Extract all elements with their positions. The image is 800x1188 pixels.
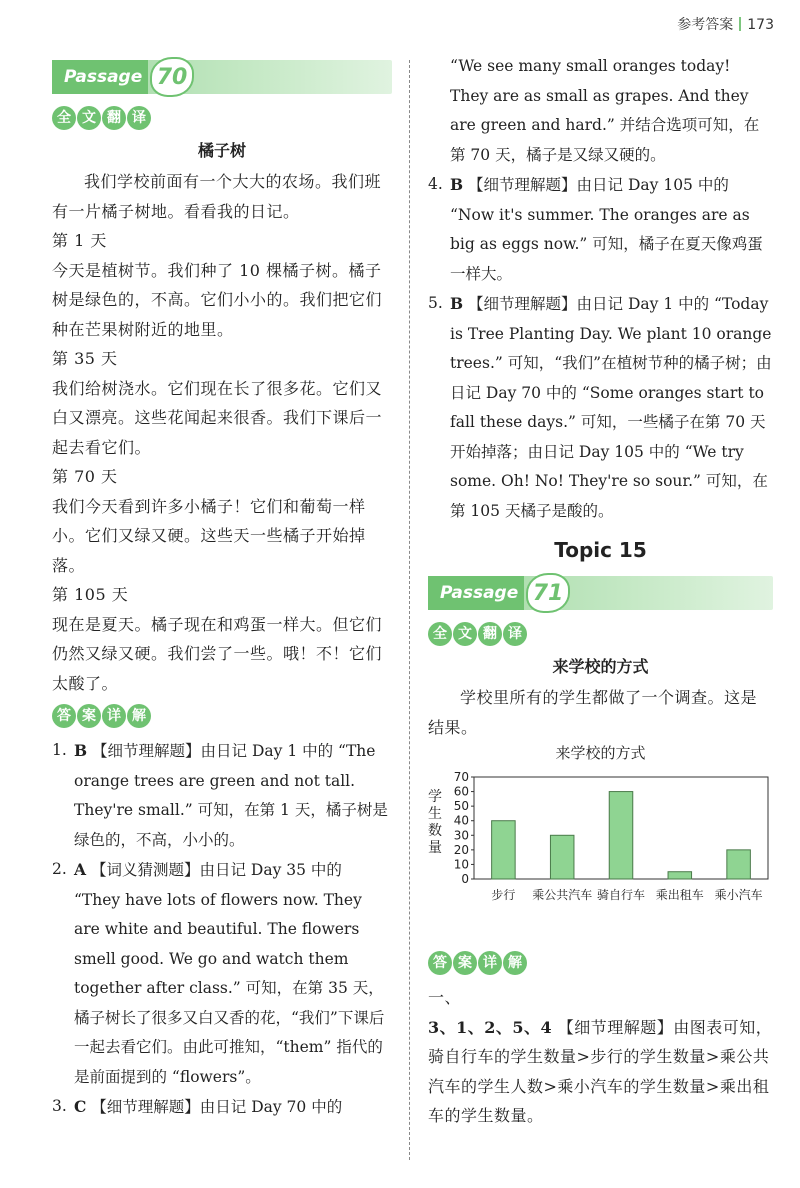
passage-70-banner: [52, 60, 392, 94]
badge-char: 详: [102, 704, 126, 728]
y-axis-label-char: 生: [428, 806, 442, 822]
left-column: [52, 60, 392, 1123]
y-tick-label: 50: [453, 799, 469, 814]
y-axis-label-char: 数: [428, 823, 442, 839]
column-divider: [409, 60, 410, 1160]
y-tick-label: 40: [453, 813, 469, 828]
diary-day: 第 105 天: [52, 585, 129, 604]
answer-continuation: [428, 52, 773, 170]
story-paragraph: 我们学校前面有一个大大的农场。我们班有一片橘子树地。看看我的日记。: [52, 172, 382, 221]
x-tick-label: 步行: [491, 888, 516, 902]
diary-day: 第 1 天: [52, 231, 107, 250]
story-paragraph: 现在是夏天。橘子现在和鸡蛋一样大。但它们仍然又绿又硬。我们尝了一些。哦！不！它们太酸了。: [52, 614, 383, 693]
answer-text: 【细节理解题】由日记 Day 70 中的: [91, 1098, 343, 1116]
answer-text: 【细节理解题】由日记 Day 1 中的 “The orange trees are green and not tall. They're small.” 可知，在第 1 天，橘子树是绿色的，不高，小小的。: [74, 742, 388, 849]
badge-char: 解: [503, 951, 527, 975]
x-tick-label: 骑自行车: [596, 888, 646, 902]
passage-label: Passage: [52, 60, 148, 94]
bar: [727, 850, 751, 879]
story-title: 橘子树: [197, 141, 246, 160]
answer-letter: B: [450, 294, 464, 313]
y-tick-label: 70: [453, 770, 469, 784]
answer-number: 5.: [428, 294, 443, 312]
story-title: 来学校的方式: [552, 657, 649, 676]
answer-item: [428, 170, 773, 289]
bar: [550, 835, 574, 879]
answer-letter: B: [74, 741, 88, 760]
badge-char: 答: [52, 704, 76, 728]
badge-char: 译: [127, 106, 151, 130]
x-tick-label: 乘出租车: [655, 888, 704, 902]
answer-letter: A: [74, 860, 87, 879]
diary-day: 第 35 天: [52, 349, 118, 368]
full-translation-badge: [428, 622, 773, 646]
badge-char: 文: [453, 622, 477, 646]
badge-char: 翻: [478, 622, 502, 646]
answer-item: [428, 289, 773, 526]
badge-char: 答: [428, 951, 452, 975]
x-tick-label: 乘小汽车: [714, 888, 763, 902]
badge-char: 全: [428, 622, 452, 646]
y-tick-label: 0: [461, 872, 469, 886]
header-separator: [739, 17, 741, 31]
story-paragraph: 我们今天看到许多小橘子！它们和葡萄一样小。它们又绿又硬。这些天一些橘子开始掉落。: [52, 496, 366, 575]
answer-letter: C: [74, 1097, 87, 1116]
answer-number: 1.: [52, 741, 67, 759]
full-translation-badge: [52, 106, 392, 130]
y-axis-label-char: 学: [428, 789, 442, 805]
answer-text: 【细节理解题】由日记 Day 105 中的 “Now it's summer. The oranges are as big as eggs now.” 可知，橘子在夏天像鸡蛋一样大。: [450, 176, 763, 283]
x-tick-label: 乘公共汽车: [532, 888, 593, 902]
section-number: 一、: [428, 988, 462, 1007]
answer-number: 4.: [428, 175, 443, 193]
answer-explanation-badge: [52, 704, 392, 728]
page-header: [677, 14, 774, 34]
chart-svg: [428, 767, 773, 917]
answer-letter: B: [450, 175, 464, 194]
final-answer: [428, 1013, 773, 1131]
passage-number: 71: [526, 573, 570, 613]
story-paragraph: 学校里所有的学生都做了一个调查。这是结果。: [428, 688, 758, 737]
badge-char: 翻: [102, 106, 126, 130]
diary-day: 第 70 天: [52, 467, 118, 486]
answer-number: 3.: [52, 1097, 67, 1115]
header-title: 参考答案: [677, 17, 734, 33]
y-tick-label: 60: [453, 784, 469, 799]
story-paragraph: 我们给树浇水。它们现在长了很多花。它们又白又漂亮。这些花闻起来很香。我们下课后一起去看它们。: [52, 378, 383, 457]
badge-char: 详: [478, 951, 502, 975]
badge-char: 文: [77, 106, 101, 130]
right-column: [428, 52, 773, 1131]
answer-text: 【词义猜测题】由日记 Day 35 中的 “They have lots of flowers now. They are white and beautiful. The flowers smell good. We go and watch them together after class.” 可知，在第 35 天，橘子树长了很多又白又香的花，“我们”下课后一起去看它们。由此可推知，“them” 指代的是前面提到的 “flowers”。: [74, 861, 385, 1086]
badge-char: 解: [127, 704, 151, 728]
badge-char: 案: [453, 951, 477, 975]
answer-text: “We see many small oranges today! They are as small as grapes. And they are green and hard.” 并结合选项可知，在第 70 天，橘子是又绿又硬的。: [450, 57, 760, 164]
answer-explanation-badge: [428, 951, 773, 975]
passage-number: 70: [150, 57, 194, 97]
bar: [609, 792, 633, 879]
passage-71-banner: [428, 576, 773, 610]
answer-text: 【细节理解题】由日记 Day 1 中的 “Today is Tree Planting Day. We plant 10 orange trees.” 可知，“我们”在植树节种的橘子树；由日记 Day 70 中的 “Some oranges start to fall these days.” 可知，一些橘子在第 70 天开始掉落；由日记 Day 105 中的 “We try some. Oh! No! They're so sour.” 可知，在第 105 天橘子是酸的。: [450, 295, 772, 520]
bar: [668, 872, 692, 879]
final-answer-order: 3、1、2、5、4: [428, 1017, 553, 1037]
page-number: 173: [747, 17, 774, 33]
y-tick-label: 20: [453, 842, 469, 857]
y-tick-label: 30: [453, 828, 469, 843]
y-tick-label: 10: [453, 857, 469, 872]
badge-char: 案: [77, 704, 101, 728]
bar-chart: [428, 767, 773, 947]
bar: [492, 821, 516, 879]
badge-char: 译: [503, 622, 527, 646]
answer-item: [52, 1092, 392, 1123]
y-axis-label-char: 量: [428, 840, 442, 856]
topic-heading: Topic 15: [554, 538, 647, 562]
final-answer-text: 【细节理解题】由图表可知，骑自行车的学生数量>步行的学生数量>乘公共汽车的学生人数>乘小汽车的学生数量>乘出租车的学生数量。: [428, 1017, 773, 1125]
answer-item: [52, 736, 392, 855]
passage-label: Passage: [428, 576, 524, 610]
answer-item: [52, 855, 392, 1092]
badge-char: 全: [52, 106, 76, 130]
answer-number: 2.: [52, 860, 67, 878]
story-paragraph: 今天是植树节。我们种了 10 棵橘子树。橘子树是绿色的，不高。它们小小的。我们把它们种在芒果树附近的地里。: [52, 260, 383, 339]
chart-title: 来学校的方式: [555, 744, 646, 762]
